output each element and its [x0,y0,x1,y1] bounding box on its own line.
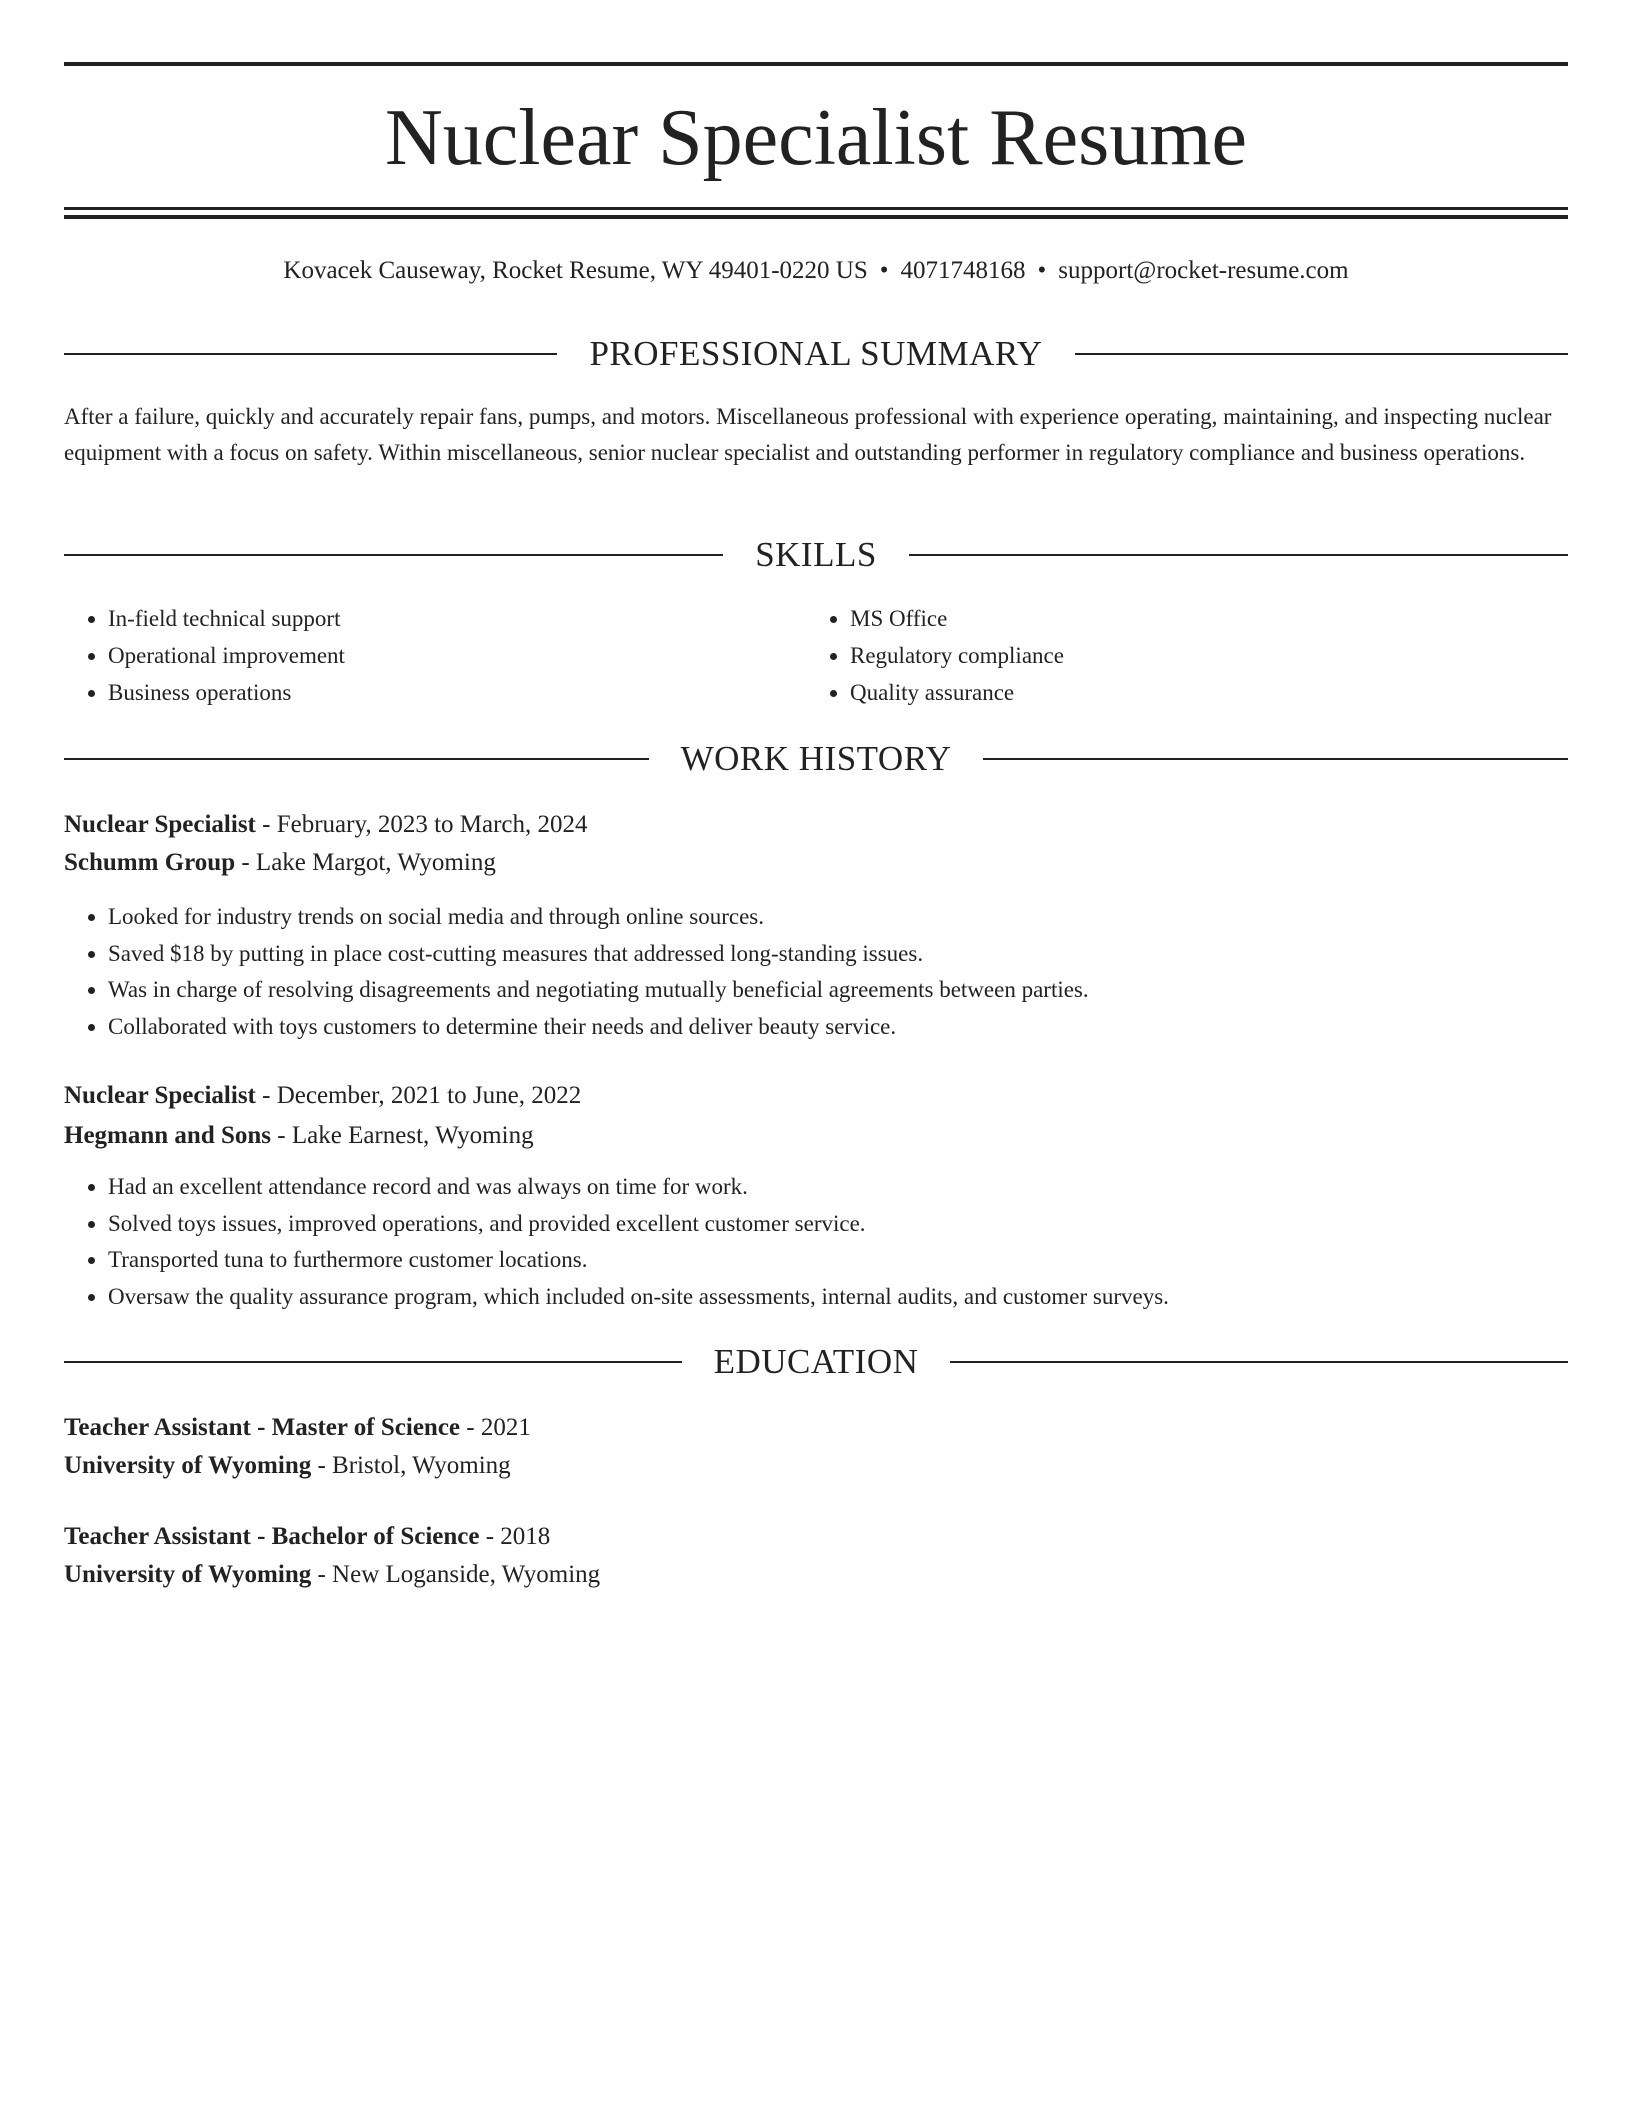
job-company: Hegmann and Sons [64,1122,272,1149]
education-school: University of Wyoming [64,1452,312,1479]
heading-rule [950,1361,1568,1363]
job-dates: - February, 2023 to March, 2024 [255,811,588,838]
job-bullet: • Transported tuna to furthermore customer locations. [108,1242,1568,1279]
section-heading-skills [64,533,1568,577]
section-heading-work [64,737,1568,781]
education-location: - Bristol, Wyoming [311,1452,511,1479]
job-company-line [64,844,1568,882]
skill-item: • MS Office [850,600,1548,637]
job-title-line [64,1077,1568,1115]
contact-address: Kovacek Causeway, Rocket Resume, WY 49401-0220 US [283,257,868,284]
job-bullet: • Had an excellent attendance record and was always on time for work. [108,1169,1568,1206]
section-title: PROFESSIONAL SUMMARY [589,334,1043,373]
skills-column-right [806,600,1548,711]
skill-item: • Business operations [108,674,806,711]
heading-rule [1075,353,1568,355]
education-year: - 2021 [460,1414,531,1441]
education-degree-line [64,1518,1568,1556]
skill-item: • Quality assurance [850,674,1548,711]
skills-list [64,600,1568,711]
job-location: - Lake Earnest, Wyoming [271,1122,534,1149]
education-year: - 2018 [479,1523,551,1550]
heading-rule [64,1361,682,1363]
job-dates: - December, 2021 to June, 2022 [255,1082,582,1109]
section-heading-summary [64,332,1568,376]
education-degree: Teacher Assistant - Bachelor of Science [64,1523,480,1550]
education-school: University of Wyoming [64,1561,312,1588]
job-company: Schumm Group [64,849,236,876]
contact-separator: • [879,257,889,284]
job-company-line [64,1117,1568,1155]
heading-rule [64,353,557,355]
title-rule-upper [64,207,1568,210]
education-school-line [64,1447,1568,1485]
skill-item: • In-field technical support [108,600,806,637]
skill-item: • Regulatory compliance [850,637,1548,674]
section-heading-education [64,1340,1568,1384]
skill-item: • Operational improvement [108,637,806,674]
resume-title: Nuclear Specialist Resume [385,94,1247,182]
heading-rule [983,758,1568,760]
summary-text: After a failure, quickly and accurately repair fans, pumps, and motors. Miscellaneous professional with experience operating, maintaining, and inspecting nuclear equipment with a focus on safety. Within miscellaneous, senior nuclear specialist and outstanding performer in regulatory compliance and business operations. [64,404,1552,465]
education-degree: Teacher Assistant - Master of Science [64,1414,461,1441]
heading-rule [64,758,649,760]
section-title: SKILLS [755,535,877,574]
job-bullet: • Looked for industry trends on social media and through online sources. [108,899,1568,936]
contact-separator: • [1037,257,1047,284]
job-bullet: • Oversaw the quality assurance program, which included on-site assessments, internal audits, and customer surveys. [108,1279,1568,1316]
section-title: WORK HISTORY [680,739,952,778]
job-title: Nuclear Specialist [64,1082,256,1109]
contact-line [64,253,1568,289]
job-bullet: • Saved $18 by putting in place cost-cutting measures that addressed long-standing issues. [108,936,1568,973]
title-rule-lower [64,215,1568,219]
section-title: EDUCATION [713,1342,919,1381]
job-bullets [64,899,1568,1045]
job-bullets [64,1169,1568,1315]
job-location: - Lake Margot, Wyoming [235,849,496,876]
education-location: - New Loganside, Wyoming [311,1561,601,1588]
heading-rule [909,554,1568,556]
contact-phone: 4071748168 [900,257,1026,284]
education-degree-line [64,1409,1568,1447]
job-title: Nuclear Specialist [64,811,256,838]
job-bullet: • Was in charge of resolving disagreements and negotiating mutually beneficial agreements between parties. [108,972,1568,1009]
skills-column-left [64,600,806,711]
education-school-line [64,1556,1568,1594]
job-title-line [64,806,1568,844]
top-rule [64,62,1568,66]
heading-rule [64,554,723,556]
job-bullet: • Collaborated with toys customers to determine their needs and deliver beauty service. [108,1009,1568,1046]
job-bullet: • Solved toys issues, improved operations, and provided excellent customer service. [108,1206,1568,1243]
contact-email: support@rocket-resume.com [1058,257,1349,284]
